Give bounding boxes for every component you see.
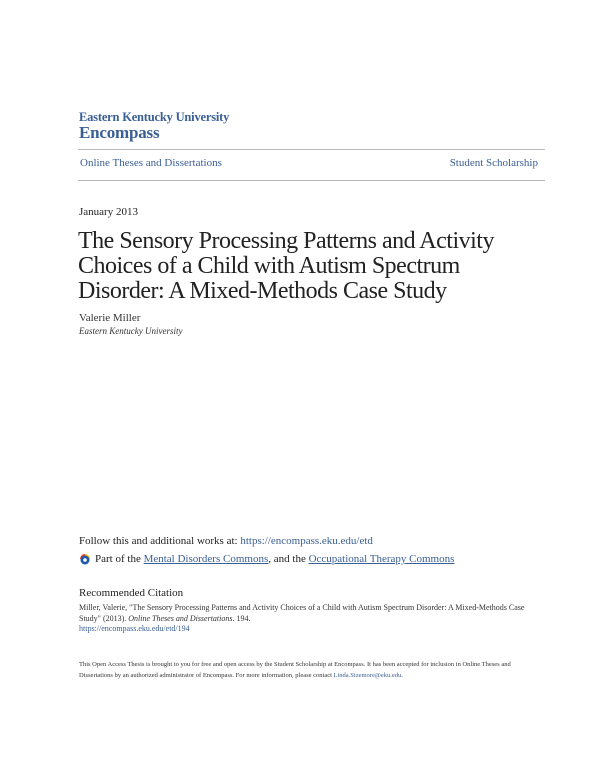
author-name: Valerie Miller: [79, 312, 141, 324]
document-title: The Sensory Processing Patterns and Activity Choices of a Child with Autism Spectrum Disorder: A Mixed-Methods Case Study: [78, 228, 494, 304]
contact-email-link[interactable]: Linda.Sizemore@eku.edu: [333, 672, 402, 679]
author-affiliation: Eastern Kentucky University: [79, 326, 183, 336]
citation-number: . 194.: [232, 613, 251, 623]
follow-line: [79, 535, 373, 547]
repository-name[interactable]: Encompass: [79, 123, 160, 142]
part-of-prefix: Part of the: [95, 553, 141, 565]
bepress-commons-icon: [79, 553, 91, 565]
citation-main: Miller, Valerie, "The Sensory Processing Patterns and Activity Choices of a Child with Autism Spectrum Disorder: A Mixed-Methods Case Study" (2013).: [79, 603, 525, 623]
publication-date: January 2013: [79, 206, 138, 218]
citation-text: [79, 603, 539, 635]
footer-text: This Open Access Thesis is brought to you for free and open access by the Student Scholarship at Encompass. It has been accepted for inclusion in Online Theses and Dissertations by an authorized administrator of Encompass. For more information, please contact: [79, 661, 511, 679]
follow-url-link[interactable]: https://encompass.eku.edu/etd: [240, 535, 373, 547]
header-divider-bottom: [78, 180, 545, 181]
footer-suffix: .: [401, 672, 403, 679]
part-of-line: [79, 553, 454, 565]
institution-name: Eastern Kentucky University: [79, 110, 230, 124]
citation-url-link[interactable]: https://encompass.eku.edu/etd/194: [79, 624, 190, 633]
citation-series: Online Theses and Dissertations: [128, 613, 233, 623]
open-access-notice: [79, 659, 544, 681]
part-of-middle: , and the: [268, 553, 306, 565]
follow-prefix: Follow this and additional works at:: [79, 535, 241, 547]
student-scholarship-link[interactable]: Student Scholarship: [449, 157, 538, 169]
recommended-citation-heading: Recommended Citation: [79, 587, 184, 599]
header-divider-top: [78, 149, 545, 150]
occupational-therapy-commons-link[interactable]: Occupational Therapy Commons: [308, 553, 455, 565]
online-theses-link[interactable]: Online Theses and Dissertations: [80, 157, 222, 169]
mental-disorders-commons-link[interactable]: Mental Disorders Commons: [143, 553, 269, 565]
